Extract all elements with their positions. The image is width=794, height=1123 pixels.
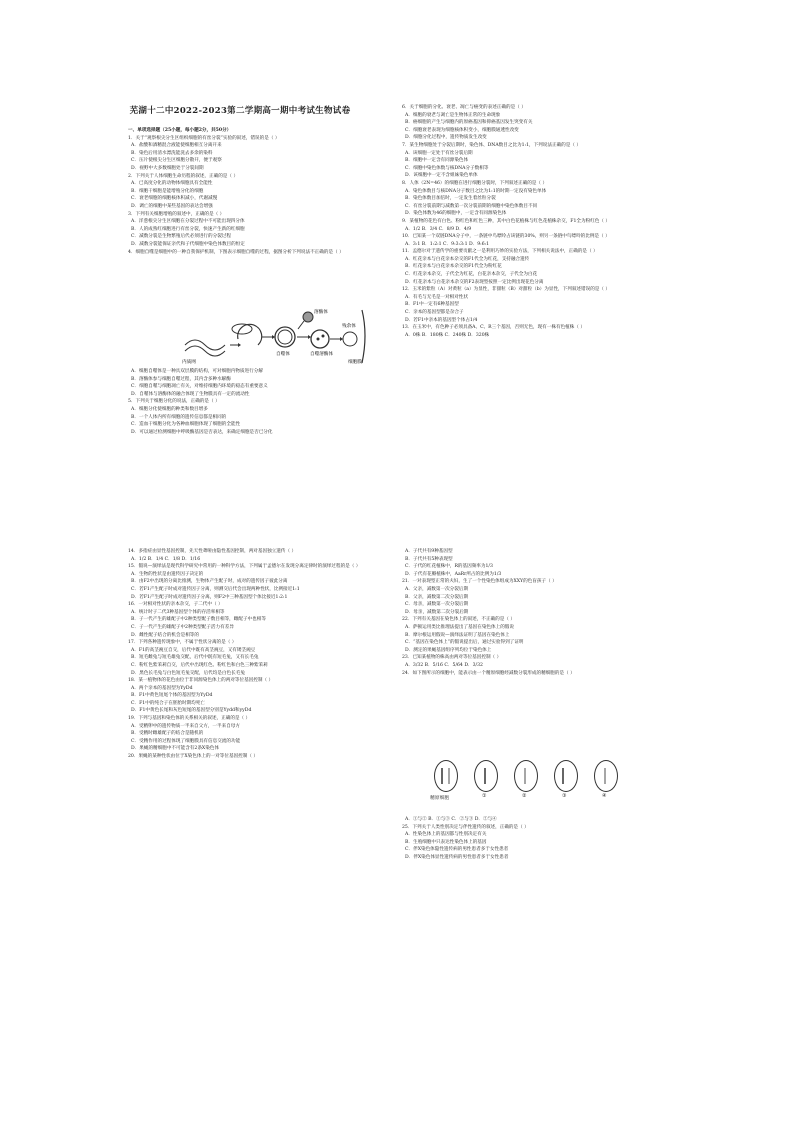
option-text: D．染色体数为46的细胞中，一定含有同源染色体 (405, 211, 507, 217)
cell-label-4: ④ (602, 794, 607, 799)
option-text: B．一个人体内所有细胞的遗传信息都是相同的 (131, 414, 227, 420)
exam-title: 芜湖十二中2022-2023第二学期高一期中考试生物试卷 (129, 106, 351, 116)
option-text: B．癌细胞的产生与细胞内的原癌基因和抑癌基因发生突变有关 (405, 120, 533, 126)
bottom-left-column (128, 548, 390, 848)
question-text: 5．下列关于细胞分化的说法，正确的是（ ） (128, 399, 220, 405)
option-text: C．细胞衰老表现为细胞核体积变小，细胞膜通透性改变 (405, 127, 519, 133)
question-text: 6．关于细胞的分化、衰老、凋亡与癌变的表述正确的是（ ） (402, 105, 526, 110)
option-text: A．细胞分化使细胞的种类和数目增多 (131, 406, 208, 412)
question-text: 22．下列有关基因在染色体上的叙述，不正确的是（ ） (402, 617, 515, 623)
option-text: B．染色后用清水漂洗能洗去多余的染料 (131, 150, 213, 156)
option-text: A．细胞的衰老与凋亡是生物体正常的生命现象 (405, 112, 501, 118)
lysosome-shape (303, 312, 313, 322)
cell-label-1: ① (482, 794, 487, 799)
option-text: A．统计时子二代3种基因型个体的存活率相等 (131, 609, 225, 615)
option-text: C．衰老细胞的细胞核体积减小，代谢减慢 (131, 196, 218, 202)
option-text: A．1/2 B．3/4 C．8/9 D．4/9 (405, 226, 472, 232)
question-text: 15．假说—演绎法是现代科学研究中常用的一种科学方法，下列属于孟德尔在发现分离定律时的演绎过程的是（ ） (128, 564, 361, 570)
option-text: A．细胞自噬体是一种具双层膜的结构，可对细胞内物质进行分解 (131, 369, 263, 374)
question-text: 10．已知某一个双链DNA分子中，一条链中鸟嘌呤占该链的30%，则另一条链中鸟嘌呤的比例是（ ） (402, 234, 610, 240)
option-text: B．由F2中出现的分离比推测，生物体产生配子时，成对的遗传因子彼此分离 (131, 579, 288, 585)
figure-label-residual-body: 残余体 (342, 324, 356, 329)
option-text: D．测定的果蝇基因组序列均位于染色体上 (405, 647, 492, 653)
autophagy-figure (180, 305, 370, 367)
question-text: 8．人体（2N=46）的细胞在进行细胞分裂时，下列叙述正确的是（ ） (402, 180, 548, 186)
option-text: B．摩尔根运用假说—演绎法证明了基因在染色体上 (405, 632, 510, 638)
option-text: A．盐酸和酒精混合液能使细胞相互分离开来 (131, 143, 222, 149)
figure-label-autolysosome: 自噬溶酶体 (310, 352, 333, 357)
option-text: A．F1的高茎豌豆自交，后代中既有高茎豌豆，又有矮茎豌豆 (131, 647, 256, 653)
question-text: 1．关于“观察根尖分生区组织细胞的有丝分裂”实验的叙述，错误的是（ ） (128, 135, 280, 141)
residual-body-shape (343, 332, 357, 346)
option-text: C．减数分裂是生物繁殖后代必须进行的分裂过程 (131, 234, 231, 240)
figure-label-er: 内质网 (182, 360, 196, 365)
cell-caption-spermatogonium: 精原细胞 (430, 796, 450, 801)
option-text: D．减数分裂能保证亲代和子代细胞中染色体数目的恒定 (131, 241, 245, 247)
option-text: D．该细胞中一定不含姐妹染色单体 (405, 173, 478, 179)
question-block-14-20 (128, 548, 390, 761)
option-text: B．F1中一定有6种基因型 (405, 302, 459, 308)
autolysosome-shape (311, 330, 329, 348)
option-text: C．红花亲本杂交，子代全为红花，白花亲本杂交，子代全为白花 (405, 272, 538, 278)
option-text: A．子代共有9种基因型 (405, 549, 453, 554)
option-text: C．亲本的基因型都是杂合子 (405, 310, 464, 316)
final-right-column (402, 816, 664, 866)
option-text: D．可以通过检测细胞中呼吸酶基因是否表达，来确定细胞是否已分化 (131, 429, 273, 435)
option-text: C．有丝分裂前期与减数第一次分裂前期的细胞中染色体数目不同 (405, 203, 538, 209)
question-text: 11．孟德尔对于遗传学的重要贡献之一是利用巧妙的实验方法，下列相关说法中，正确的是（ ） (402, 249, 598, 255)
question-text: 3．下列有关细胞增殖的叙述中，正确的是（ ） (128, 211, 225, 217)
option-text: D．视野中大多数细胞处于分裂间期 (131, 165, 204, 171)
option-text: A．3/32 B．5/16 C．5/64 D．3/32 (405, 662, 483, 668)
option-text: B．子代共有5种表现型 (405, 556, 453, 562)
meiosis-cells-figure (428, 760, 628, 816)
option-text: D．自噬体与溶酶体的融合体现了生物膜具有一定的流动性 (131, 391, 250, 397)
question-text: 4．细胞自噬是细胞中的一种自我保护机制，下图表示细胞自噬的过程，据图分析下列说法不正确的是（ ） (128, 249, 344, 255)
option-text: D．调亡的细胞中某些基因的表达会增强 (131, 203, 213, 209)
question-text: 24．如下图所示的细胞中，能表示由一个精原细胞经减数分裂形成的精细胞的是（ ） (402, 670, 575, 676)
option-text: A．①与② B．①与③ C．②与③ D．②与④ (405, 817, 497, 822)
question-text: 19．下列与基因和染色体的关系相关的叙述，正确的是（ ） (128, 716, 251, 722)
cell-label-3: ③ (562, 794, 567, 799)
option-text: B．受精时雌雄配子的结合是随机的 (131, 731, 204, 737)
figure-label-cell-membrane: 细胞膜 (348, 360, 362, 365)
option-text: C．造血干细胞分化为各种血细胞体现了细胞的全能性 (131, 422, 241, 428)
mitochondria-shape (232, 324, 252, 334)
option-text: D．F1中黄色长尾和灰色短尾的基因型分别是Yydd和yyDd (131, 708, 252, 714)
option-text: B．细胞中一定含有同源染色体 (405, 158, 469, 164)
question-block-4-5 (128, 368, 376, 436)
question-block-1-4 (128, 135, 376, 257)
figure-label-autophagosome: 自噬体 (276, 352, 290, 357)
bottom-right-column (402, 548, 664, 760)
question-text: 14．多指症由显性基因控制，先天性聋哑由隐性基因控制，两对基因独立遗传（ ） (128, 549, 297, 554)
option-text: A．生物的性状是由遗传因子决定的 (131, 571, 204, 577)
option-text: A．父亲，减数第一次分裂后期 (405, 586, 469, 592)
question-text: 18．某一植物体的花色由位于非同源染色体上的两对等位基因控制（ ） (128, 678, 274, 684)
question-text: 20．果蝇的某种性状由位于X染色体上的一对等位基因控制（ ） (128, 754, 259, 760)
cell-label-2: ② (522, 794, 527, 799)
question-text: 7．某生物细胞处于分裂后期时，染色体、DNA数目之比为1:1，下列说法正确的是（ ） (402, 142, 581, 148)
option-text: C．F1中的纯合子在胚胎时期均死亡 (131, 700, 205, 706)
question-text: 17．下列各种遗传现象中，不属于性状分离的是（ ） (128, 640, 237, 646)
option-text: B．溶酶体参与细胞自噬过程，其内含多种水解酶 (131, 376, 231, 382)
option-text: A．两个亲本的基因型为YyDd (131, 685, 193, 691)
option-text: C．母亲，减数第一次分裂后期 (405, 602, 469, 608)
autophagy-diagram (180, 305, 370, 367)
question-text: 25．下列关于人类性别决定与伴性遗传的叙述，正确的是（ ） (402, 824, 529, 830)
option-text: D．果蝇的精细胞中不可能含有2条X染色体 (131, 746, 219, 752)
option-text: D．红花亲本与白花亲本杂交的F2表现型按照一定比例出现花色分离 (405, 279, 544, 285)
option-text: B．人的成熟红细胞进行有丝分裂，快速产生新的红细胞 (131, 226, 245, 232)
option-text: C．细胞自噬与细胞凋亡有关，对维持细胞内环境的稳态有重要意义 (131, 384, 268, 390)
question-block-6-13 (402, 104, 664, 339)
upper-left-column (128, 127, 376, 305)
option-text: A．染色体数目与核DNA分子数目之比为1:1的时期一定没有染色单体 (405, 188, 547, 194)
option-text: B．短毛雌兔与短毛雄兔交配，后代中既有短毛兔，又有长毛兔 (131, 655, 259, 661)
option-text: C．若F1产生配子时成对遗传因子分离，则测交后代会出现两种性状，比例接近1:1 (131, 586, 300, 592)
option-text: D．若F1产生配子时成对遗传因子分离，则F2中三种基因型个体比接近1:2:1 (131, 594, 288, 600)
option-text: B．红花亲本与白花亲本杂交的F1代全为粉红花 (405, 264, 502, 270)
option-text: D．细胞分化过程中，遗传物质发生改变 (405, 135, 487, 141)
option-text: B．细胞干细胞是能增殖分化的细胞 (131, 188, 204, 194)
option-text: C．细胞中染色体数与核DNA分子数相等 (405, 165, 489, 171)
option-text: A．0株 B．180株 C．240株 D．320株 (405, 332, 490, 338)
option-text: A．受精卵中的遗传物质一半来自父方，一半来自母方 (131, 723, 240, 729)
option-text: A．已高度分化的动物体细胞具有全能性 (131, 181, 213, 187)
option-text: A．萨顿运用类比推理法提出了基因在染色体上的假说 (405, 624, 514, 630)
question-text: 12．玉米的紫粒（A）对黄粒（a）为显性，非甜粒（B）对甜粒（b）为显性，下列叙述错误的是（ ） (402, 287, 611, 293)
option-text: D．若F1中亲本的基因型个体占1/4 (405, 317, 478, 323)
option-text: C．子一代产生的雄配子中2种类型配子活力有差异 (131, 624, 234, 630)
option-text: D．母亲，减数第二次分裂后期 (405, 609, 469, 615)
question-text: 2．下列关于人体细胞生命历程的叙述，正确的是（ ） (128, 173, 239, 179)
option-text: D．雌性配子结合的机会是相等的 (131, 632, 199, 638)
option-text: B．染色体数目加倍时，一定发生着丝粒分裂 (405, 196, 496, 202)
upper-right-column (402, 104, 664, 474)
option-text: B．生殖细胞中只表达性染色体上的基因 (405, 839, 487, 845)
option-text: B．F1中黄色短尾个体的基因型为YyDd (131, 693, 213, 699)
question-block-20-24 (402, 548, 664, 677)
option-text: A．洋葱根尖分生区细胞在分裂过程中不可能出现四分体 (131, 219, 245, 225)
option-text: C．“基因在染色体上”的假说提出后，通过实验得到了证明 (405, 640, 524, 646)
er-shape (185, 340, 225, 350)
option-text: C．伴X染色体隐性遗传病的男性患者多于女性患者 (405, 847, 509, 853)
question-text: 16．一对相对性状的亲本杂交，子二代中（ ） (128, 602, 223, 608)
figure-label-lysosome: 溶酶体 (314, 310, 328, 315)
option-text: C．受精作用的过程体现了细胞膜具有信息交流的功能 (131, 738, 241, 744)
cell-membrane-shape (362, 310, 365, 363)
option-text: A．1/2 B．1/4 C．1/8 D．1/16 (131, 556, 201, 562)
question-text: 21．一对表现型正常的夫妇，生了一个性染色体组成为XXY的色盲孩子（ ） (402, 579, 557, 585)
option-text: D．伴X染色体显性遗传病的男性患者多于女性患者 (405, 854, 509, 860)
option-text: B．父亲，减数第二次分裂后期 (405, 594, 469, 600)
question-text: 9．某植物的花色有白色、粉红色和红色三种，其中白色花植株与红色花植株杂交，F1全为粉红色（ ） (402, 218, 611, 224)
option-text: C．压片使根尖分生区细胞分散开，便于观察 (131, 158, 222, 164)
option-text: B．子一代产生的雄配子中2种类型配子数目相等，雌配子中也相等 (131, 617, 266, 623)
option-text: C．粉红色紫茉莉自交，后代中出现红色、粉红色和白色三种紫茉莉 (131, 662, 268, 668)
question-text: 23．已知某植物的株高由两对等位基因控制（ ） (402, 655, 502, 661)
option-text: A．性染色体上的基因都与性别决定有关 (405, 832, 487, 838)
question-block-24-25 (402, 816, 664, 862)
option-text: A．有毛与无毛是一对相对性状 (405, 294, 469, 300)
question-text: 13．在玉米中，有色种子必须具备A、C、R三个基因，否则无色，现有一株有色植株（ ） (402, 325, 585, 331)
section-heading: 一、单项选择题（25小题，每小题2分，共50分） (128, 128, 232, 133)
option-text: A．该细胞一定处于有丝分裂后期 (405, 150, 473, 156)
option-text: A．3:1 B．1:2:1 C．9:3:3:1 D．9:6:1 (405, 241, 490, 247)
lower-left-column (128, 368, 376, 458)
option-text: D．子代有花瓣植株中，AaRr所占的比例为1/3 (405, 571, 502, 577)
chromosome-marks (428, 760, 628, 792)
option-text: A．红花亲本与白花亲本杂交的F1代全为红花，支持融合遗传 (405, 256, 530, 262)
option-text: D．黑色长毛兔与白色短毛兔交配，后代均是白色长毛兔 (131, 670, 245, 676)
option-text: C．子代的红花植株中，R的基因频率为1/3 (405, 564, 493, 570)
